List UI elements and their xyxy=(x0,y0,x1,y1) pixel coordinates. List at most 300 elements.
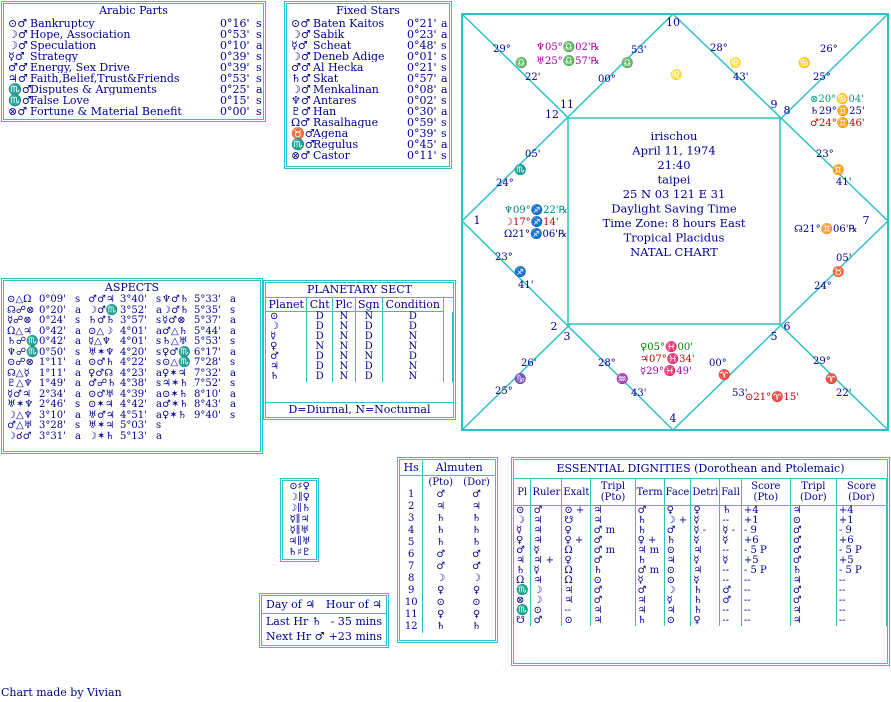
almuten-dor: ♄ xyxy=(472,513,481,524)
aspect-entry xyxy=(88,379,161,389)
dignities-cell: ⊙ xyxy=(664,546,691,556)
row-glyph: ☿♂ xyxy=(8,50,25,63)
almuten-pto: ♀ xyxy=(437,609,445,620)
aspect-orb: 4°22' xyxy=(120,357,147,368)
aspect-orb: 8°43' xyxy=(194,399,221,410)
planet-position: ♄29°♊25' xyxy=(810,106,865,117)
aspect-entry xyxy=(162,390,236,400)
aspect-glyphs: ♂△♅ xyxy=(7,420,33,431)
cusp-label: 43' xyxy=(733,72,749,83)
dignities-cell: ♄ xyxy=(664,536,691,546)
aspect-glyphs: ⊙△☽ xyxy=(88,325,114,337)
aspect-orb: 0°50' xyxy=(39,346,66,358)
cusp-label: 29° xyxy=(493,44,511,55)
aspect-flag: s xyxy=(230,304,236,316)
dignities-cell: -- xyxy=(720,546,742,556)
sect-header: Sgn xyxy=(355,298,382,312)
cusp-label: 24° xyxy=(496,178,514,189)
dignities-cell: ♂ m xyxy=(635,566,664,576)
dignities-cell: ♃ xyxy=(591,506,635,517)
sect-row xyxy=(266,322,453,332)
almuten-dor: ☽ xyxy=(472,573,481,584)
sect-cell: ☽ xyxy=(266,322,307,332)
parallel-entry: ♄♯♇ xyxy=(288,547,311,558)
aspect-glyphs: ♆♂♄ xyxy=(162,294,189,305)
aspect-orb: 4°01' xyxy=(120,336,147,347)
almuten-house: 12 xyxy=(400,621,423,633)
cusp-sign-icon: ♎ xyxy=(515,58,528,69)
row-glyph: ♉♂ xyxy=(291,127,315,140)
dignities-cell: ♏ xyxy=(514,606,531,616)
dignities-cell: -- xyxy=(741,606,790,616)
aspect-flag: a xyxy=(156,399,162,410)
row-degree: 0°30' xyxy=(407,105,437,118)
sect-cell: D xyxy=(355,372,382,382)
cusp-label: 28° xyxy=(710,43,728,54)
aspect-flag: a xyxy=(230,346,236,358)
dignities-cell: +1 xyxy=(836,516,886,526)
almuten-house: 9 xyxy=(400,585,423,597)
aspect-orb: 2°34' xyxy=(39,388,66,400)
almuten-dor: ♄ xyxy=(472,525,481,536)
sect-cell xyxy=(443,322,452,332)
row-degree: 0°45' xyxy=(407,138,437,151)
aspect-flag: s xyxy=(156,346,162,358)
parallel-entry: ☽∥♀ xyxy=(289,492,310,503)
row-degree: 0°21' xyxy=(407,17,437,30)
cusp-sign-icon: ♌ xyxy=(670,70,683,81)
dignities-cell: ♀ xyxy=(664,506,691,517)
dignities-cell: -- xyxy=(741,576,790,586)
parallel-entry: ☽∥♄ xyxy=(288,503,311,514)
aspect-flag: s xyxy=(156,336,162,347)
planet-position: ♅25°♎57'℞ xyxy=(536,56,600,67)
row-glyph: ♃♂ xyxy=(8,72,28,85)
sect-cell: ♀ xyxy=(266,342,307,352)
almuten-dor: ♄ xyxy=(472,621,481,632)
almuten-sub-row xyxy=(400,476,495,490)
cusp-sign-icon: ♊ xyxy=(832,165,845,176)
row-name: Regulus xyxy=(313,139,359,150)
almuten-header-title: Almuten xyxy=(423,460,495,476)
almuten-dor: ♂ xyxy=(472,561,481,572)
cusp-sign-icon: ♐ xyxy=(514,267,527,278)
aspect-orb: 3°10' xyxy=(39,409,66,421)
almuten-row xyxy=(400,609,495,621)
row-flag: a xyxy=(441,105,448,118)
aspect-flag: s xyxy=(230,409,236,421)
row-name: Deneb Adige xyxy=(313,51,385,62)
row-degree: 0°23' xyxy=(407,28,437,41)
aspect-glyphs: ♇△♆ xyxy=(7,378,33,389)
row-flag: s xyxy=(256,94,262,107)
almuten-dor: ♀ xyxy=(472,585,481,596)
planet-position: ☿29°♓49' xyxy=(640,366,692,377)
aspect-orb: 5°03' xyxy=(120,420,147,431)
planet-position: ☊21°♊06'℞ xyxy=(794,224,858,235)
aspect-entry xyxy=(88,337,161,347)
aspect-flag: a xyxy=(230,294,236,305)
aspect-glyphs: ⊙△Ω xyxy=(7,294,32,305)
aspect-orb: 4°01' xyxy=(120,325,147,337)
row-name: Bankruptcy xyxy=(30,18,95,29)
almuten-house: 1 xyxy=(400,489,423,501)
sect-cell xyxy=(443,342,452,352)
sect-cell: D xyxy=(307,322,333,332)
row-glyph: ⊗♂ xyxy=(8,105,28,118)
almuten-row xyxy=(400,549,495,561)
dignities-cell: ⊙ xyxy=(562,616,591,626)
aspect-glyphs: ♀♂☊ xyxy=(88,367,114,379)
dignities-cell: ♂ xyxy=(790,596,836,606)
dignities-cell: ♀ xyxy=(514,536,531,546)
aspect-glyphs: ♀✶♄ xyxy=(162,409,187,421)
cusp-sign-icon: ♋ xyxy=(798,58,811,69)
dignities-cell: ☿ xyxy=(531,566,562,576)
aspects-panel xyxy=(1,278,263,454)
sect-row xyxy=(266,352,453,362)
aspect-glyphs: ⊙♂♅ xyxy=(88,388,115,400)
planet-position: ☽17°♐14' xyxy=(504,217,559,228)
cusp-sign-icon: ♎ xyxy=(621,58,634,69)
dignities-header: Exalt xyxy=(562,479,591,506)
sect-cell xyxy=(443,352,452,362)
house-number-11: 11 xyxy=(560,98,574,111)
row-flag: s xyxy=(441,94,447,107)
parallel-entry: ⊙♯♀ xyxy=(289,481,310,492)
dignities-cell: ♄ xyxy=(514,566,531,576)
cusp-label: 43' xyxy=(631,388,647,399)
dignities-cell: ☽ xyxy=(531,596,562,606)
dignities-cell: ♂ xyxy=(720,596,742,606)
aspect-entry xyxy=(162,348,236,358)
aspect-orb: 8°10' xyxy=(194,388,221,400)
aspect-glyphs: ☿△♆ xyxy=(88,336,111,347)
aspect-entry xyxy=(162,358,235,368)
dignities-cell: ☿ xyxy=(691,516,720,526)
aspect-entry xyxy=(88,421,161,431)
sect-header: Condition xyxy=(382,298,443,312)
aspect-flag: a xyxy=(75,325,81,337)
dignities-cell: ☿ xyxy=(691,556,720,566)
row-degree: 0°00' xyxy=(220,105,250,118)
almuten-house: 7 xyxy=(400,561,423,573)
dignities-cell: ♂ xyxy=(790,556,836,566)
sect-cell: ♄ xyxy=(266,372,307,382)
almuten-house: 5 xyxy=(400,537,423,549)
aspect-entry xyxy=(162,306,235,316)
row-glyph: Ω♂ xyxy=(291,116,310,129)
aspect-glyphs: ☊△☿ xyxy=(7,367,30,379)
dignities-cell: ⊙ xyxy=(664,616,691,626)
planet-position: ♀05°♓00' xyxy=(640,342,693,353)
dignities-cell: ♃ xyxy=(790,506,836,517)
almuten-dor: ♄ xyxy=(472,537,481,548)
aspect-glyphs: ♀✶♃ xyxy=(162,367,187,379)
sect-cell: N xyxy=(382,362,443,372)
aspect-entry xyxy=(88,432,162,442)
dignities-cell: -- xyxy=(836,616,886,626)
house-number-4: 4 xyxy=(669,412,677,425)
dignities-cell: ♂ xyxy=(635,506,664,517)
aspect-entry xyxy=(7,369,81,379)
dignities-cell: ☽ xyxy=(664,586,691,596)
hour-ruler-label: Hour of ♃ xyxy=(325,598,382,611)
dignities-cell: - 5 P xyxy=(836,566,886,576)
almuten-dor: ♂ xyxy=(472,549,481,560)
dignities-cell: ☿ xyxy=(720,536,742,546)
dignities-cell: ♄ xyxy=(635,556,664,566)
sect-cell: N xyxy=(382,372,443,382)
row-glyph: ⊙♂ xyxy=(291,17,311,30)
aspect-entry xyxy=(7,421,80,431)
arabic-parts-title: Arabic Parts xyxy=(99,4,168,17)
aspect-entry xyxy=(7,390,81,400)
row-name: Agena xyxy=(313,128,349,139)
aspect-orb: 2°46' xyxy=(39,399,66,410)
aspect-flag: a xyxy=(75,367,81,379)
dignities-cell: ♂ xyxy=(591,536,635,546)
dignities-cell: ♃ xyxy=(531,516,562,526)
arabic-parts-list xyxy=(4,18,263,117)
dignities-cell: ♃ xyxy=(591,606,635,616)
aspect-orb: 7°28' xyxy=(194,357,221,368)
dignities-cell: +6 xyxy=(741,536,790,546)
dignities-cell: +5 xyxy=(836,556,886,566)
aspect-glyphs: ♅✶♆ xyxy=(88,346,115,358)
dignities-cell: -- xyxy=(836,596,886,606)
list-row xyxy=(287,150,449,161)
sect-cell: D xyxy=(307,352,333,362)
aspect-glyphs: ♅♂♃ xyxy=(88,409,115,421)
aspect-glyphs: ♃✶♄ xyxy=(162,378,189,389)
almuten-sub: (Pto) xyxy=(428,477,453,488)
aspect-glyphs: ☽△♆ xyxy=(7,409,33,421)
dignities-cell: -- xyxy=(836,586,886,596)
aspect-orb: 4°23' xyxy=(120,367,147,379)
almuten-pto: ♂ xyxy=(436,561,446,572)
dignities-cell: -- xyxy=(741,616,790,626)
dignities-header: Score (Pto) xyxy=(741,479,790,506)
row-name: Skat xyxy=(313,73,339,84)
row-glyph: ♂♂ xyxy=(291,61,311,74)
aspect-glyphs: ⊙✶♄ xyxy=(162,388,188,400)
next-hour-value: +23 mins xyxy=(328,630,382,643)
aspect-orb: 0°42' xyxy=(39,336,66,347)
dignities-cell: ♀ xyxy=(562,526,591,536)
sect-row xyxy=(266,342,453,352)
row-name: Scheat xyxy=(313,40,352,51)
row-flag: a xyxy=(256,83,263,96)
aspect-flag: s xyxy=(156,315,162,326)
aspect-entry xyxy=(7,411,81,421)
sect-cell: N xyxy=(333,342,356,352)
aspect-glyphs: Ω△♃ xyxy=(7,325,32,337)
row-flag: s xyxy=(441,50,447,63)
aspect-glyphs: ☿♂⊗ xyxy=(162,315,186,326)
aspect-entry xyxy=(88,348,161,358)
row-degree: 0°01' xyxy=(407,50,437,63)
aspect-glyphs: ☽☌♂ xyxy=(7,430,32,442)
dignities-cell: ♃ xyxy=(635,606,664,616)
row-flag: a xyxy=(441,72,448,85)
row-glyph: ♇♂ xyxy=(291,105,311,118)
row-name: Castor xyxy=(313,150,350,161)
dignities-cell: - 5 P xyxy=(836,546,886,556)
cusp-sign-icon: ♌ xyxy=(729,58,742,69)
aspect-flag: a xyxy=(156,304,162,316)
aspect-glyphs: ♄△♅ xyxy=(162,336,188,347)
aspect-flag: s xyxy=(75,346,81,358)
aspect-flag: a xyxy=(230,325,236,337)
aspect-entry xyxy=(88,390,162,400)
planet-position: ♂24°♊46' xyxy=(810,118,865,129)
aspect-flag: a xyxy=(75,430,81,442)
almuten-table xyxy=(400,460,495,633)
cusp-label: 28° xyxy=(598,358,616,369)
aspect-glyphs: ☊☍⊗ xyxy=(7,304,35,316)
cusp-label: 53' xyxy=(732,388,748,399)
cusp-label: 53' xyxy=(631,45,647,56)
aspect-entry xyxy=(162,327,236,337)
aspect-glyphs: ♂☍♄ xyxy=(88,378,117,389)
aspect-glyphs: ♀♂♏ xyxy=(162,346,191,358)
aspect-flag: s xyxy=(156,378,162,389)
cusp-label: 00° xyxy=(598,74,616,85)
dignities-cell: ⊙ xyxy=(531,606,562,616)
aspect-orb: 0°24' xyxy=(39,315,66,326)
almuten-row xyxy=(400,597,495,609)
dignities-cell: ☋ xyxy=(562,516,591,526)
planetary-hour-panel xyxy=(259,593,389,648)
cusp-sign-icon: ♈ xyxy=(825,374,838,385)
sect-cell: N xyxy=(355,312,382,323)
fixed-stars-panel xyxy=(284,1,452,169)
dignities-cell: -- xyxy=(741,586,790,596)
dignities-cell: +4 xyxy=(741,506,790,517)
aspect-entry xyxy=(7,306,81,316)
house-number-6: 6 xyxy=(783,320,791,333)
cusp-label: 00° xyxy=(709,358,727,369)
almuten-house: 11 xyxy=(400,609,423,621)
sect-cell: D xyxy=(355,332,382,342)
aspect-entry xyxy=(88,411,162,421)
planet-position: ⊗20°♋04' xyxy=(810,94,865,105)
row-degree: 0°39' xyxy=(407,127,437,140)
house-number-10: 10 xyxy=(666,16,680,29)
aspect-orb: 1°11' xyxy=(39,367,66,379)
aspect-flag: s xyxy=(75,315,81,326)
sect-row xyxy=(266,362,453,372)
aspect-orb: 6°17' xyxy=(194,346,221,358)
dignities-cell: ♀ xyxy=(691,506,720,517)
aspect-flag: a xyxy=(230,315,236,326)
dignities-cell: ♃ xyxy=(664,606,691,616)
almuten-pto: ♄ xyxy=(436,525,446,536)
row-flag: a xyxy=(441,138,448,151)
aspect-orb: 3°52' xyxy=(120,304,147,316)
aspect-entry xyxy=(88,316,161,326)
row-flag: s xyxy=(256,105,262,118)
row-degree: 0°11' xyxy=(407,149,437,162)
aspect-orb: 7°32' xyxy=(194,367,221,379)
fixed-stars-list xyxy=(287,18,449,161)
row-flag: s xyxy=(441,39,447,52)
row-name: Strategy xyxy=(30,51,78,62)
aspect-entry xyxy=(162,379,235,389)
almuten-row xyxy=(400,561,495,573)
sect-cell xyxy=(443,332,452,342)
dignities-cell: ☿ xyxy=(514,526,531,536)
row-glyph: ☽♂ xyxy=(291,28,311,41)
almuten-row xyxy=(400,537,495,549)
row-glyph: ♄♂ xyxy=(291,72,311,85)
row-degree: 0°59' xyxy=(407,116,437,129)
row-name: Disputes & Arguments xyxy=(30,84,157,95)
dignities-cell: ♂ xyxy=(790,546,836,556)
aspect-entry xyxy=(162,295,236,305)
dignities-cell: ☿ - xyxy=(720,526,742,536)
planetary-sect-legend: D=Diurnal, N=Nocturnal xyxy=(266,402,453,417)
dignities-header: Tripl (Dor) xyxy=(790,479,836,506)
dignities-cell: ☿ - xyxy=(691,526,720,536)
aspect-glyphs: ⊙△♏ xyxy=(162,357,191,368)
dignities-cell: ♃ xyxy=(562,596,591,606)
planet-position: ♆05°♎02'℞ xyxy=(536,42,600,53)
row-name: Rasalhague xyxy=(313,117,379,128)
dignities-cell: ♃ xyxy=(531,576,562,586)
chart-info-line: taipei xyxy=(657,172,691,187)
row-degree: 0°16' xyxy=(220,17,250,30)
row-glyph: ☽♂ xyxy=(291,83,311,96)
aspect-orb: 1°11' xyxy=(39,357,66,368)
planetary-sect-title: PLANETARY SECT xyxy=(266,283,453,298)
aspect-entry xyxy=(88,327,162,337)
dignities-cell: ☿ xyxy=(531,546,562,556)
cusp-label: 23° xyxy=(816,149,834,160)
dignities-header: Detri xyxy=(691,479,720,506)
next-hour-label: Next Hr ♂ xyxy=(266,630,325,643)
dignities-cell: ♄ xyxy=(720,506,742,517)
planet-position: Ω21°♐06'℞ xyxy=(504,229,567,240)
sect-cell: N xyxy=(333,352,356,362)
row-degree: 0°57' xyxy=(407,72,437,85)
aspect-orb: 5°33' xyxy=(194,294,221,305)
aspect-flag: a xyxy=(75,304,81,316)
house-number-9: 9 xyxy=(770,98,778,111)
almuten-house: 2 xyxy=(400,501,423,513)
dignities-cell: +4 xyxy=(836,506,886,517)
aspect-orb: 7°52' xyxy=(194,378,221,389)
parallel-aspects-panel xyxy=(280,478,319,562)
cusp-label: 24° xyxy=(814,281,832,292)
aspect-entry xyxy=(162,316,236,326)
dignities-cell: ♃ xyxy=(514,556,531,566)
row-flag: a xyxy=(441,28,448,41)
row-degree: 0°02' xyxy=(407,94,437,107)
almuten-row xyxy=(400,585,495,597)
cusp-label: 05' xyxy=(525,149,541,160)
aspect-glyphs: ☿♂♃ xyxy=(7,388,32,400)
aspect-flag: a xyxy=(75,409,81,421)
house-number-8: 8 xyxy=(783,104,791,117)
row-degree: 0°53' xyxy=(220,28,250,41)
sect-row xyxy=(266,312,453,323)
aspect-flag: a xyxy=(156,388,162,400)
dignities-cell: -- xyxy=(836,576,886,586)
dignities-cell: ♄ xyxy=(691,606,720,616)
dignities-cell: ☿ xyxy=(635,576,664,586)
